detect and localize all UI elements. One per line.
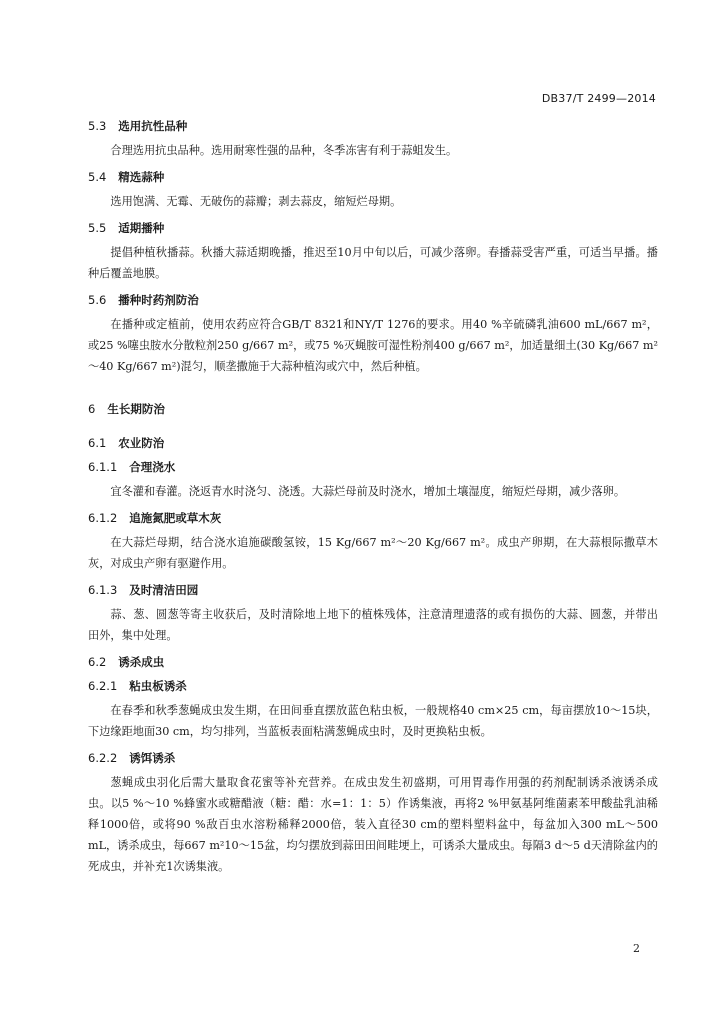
paragraph: 蒜、葱、圆葱等寄主收获后，及时清除地上地下的植株残体，注意清理遗落的或有损伤的大蒜、圆葱，并带出田外，集中处理。: [88, 608, 658, 642]
section-heading-6-2-1: 6.2.1 粘虫板诱杀: [88, 679, 187, 693]
section-heading-5-4: 5.4 精选蒜种: [88, 170, 165, 184]
paragraph: 葱蝇成虫羽化后需大量取食花蜜等补充营养。在成虫发生初盛期，可用胃毒作用强的药剂配制诱杀液诱杀成虫。以5 %～10 %蜂蜜水或糖醋液（糖：醋：水=1：1：5）作诱集液，再将2 %甲氨基阿维菌素苯甲酸盐乳油稀释1000倍，或将90 %敌百虫水溶粉稀释2000倍，装入直径30 cm的塑料塑料盆中，每盆加入300 mL～500 mL，诱杀成虫，每667 m²10～15盆，均匀摆放到蒜田田间畦埂上，可诱杀大量成虫。每隔3 d～5 d天清除盆内的死成虫，并补充1次诱集液。: [88, 776, 658, 873]
paragraph: 在大蒜烂母期，结合浇水追施碳酸氢铵，15 Kg/667 m²～20 Kg/667 m²。成虫产卵期，在大蒜根际撒草木灰，对成虫产卵有驱避作用。: [88, 536, 658, 570]
page-number: 2: [633, 942, 640, 955]
section-heading-6-1: 6.1 农业防治: [88, 436, 165, 450]
paragraph: 在春季和秋季葱蝇成虫发生期，在田间垂直摆放蓝色粘虫板，一般规格40 cm×25 cm，每亩摆放10～15块，下边缘距地面30 cm，均匀排列，当蓝板表面粘满葱蝇成虫时，及时更换粘虫板。: [88, 704, 658, 738]
paragraph: 提倡种植秋播蒜。秋播大蒜适期晚播，推迟至10月中旬以后，可减少落卵。春播蒜受害严重，可适当早播。播种后覆盖地膜。: [88, 246, 658, 280]
standard-code: DB37/T 2499—2014: [541, 92, 656, 105]
section-heading-6: 6 生长期防治: [88, 402, 165, 416]
paragraph: 宜冬灌和春灌。浇返青水时浇匀、浇透。大蒜烂母前及时浇水，增加土壤湿度，缩短烂母期，减少落卵。: [110, 485, 626, 498]
section-heading-5-6: 5.6 播种时药剂防治: [88, 293, 199, 307]
document-body: [88, 118, 658, 877]
section-heading-5-5: 5.5 适期播种: [88, 221, 165, 235]
section-heading-6-1-3: 6.1.3 及时清洁田园: [88, 583, 199, 597]
paragraph: 选用饱满、无霉、无破伤的蒜瓣；剥去蒜皮，缩短烂母期。: [110, 195, 402, 208]
section-heading-6-2: 6.2 诱杀成虫: [88, 655, 165, 669]
section-heading-6-1-1: 6.1.1 合理浇水: [88, 460, 176, 474]
paragraph: 在播种或定植前，使用农药应符合GB/T 8321和NY/T 1276的要求。用40 %辛硫磷乳油600 mL/667 m²，或25 %噻虫胺水分散粒剂250 g/667 m²，或75 %灭蝇胺可湿性粉剂400 g/667 m²，加适量细土(30 Kg/667 m²～40 Kg/667 m²)混匀，顺垄撒施于大蒜种植沟或穴中，然后种植。: [88, 318, 658, 373]
section-heading-6-2-2: 6.2.2 诱饵诱杀: [88, 751, 176, 765]
paragraph: 合理选用抗虫品种。选用耐寒性强的品种，冬季冻害有利于蒜蛆发生。: [110, 144, 458, 157]
section-heading-6-1-2: 6.1.2 追施氮肥或草木灰: [88, 511, 222, 525]
section-heading-5-3: 5.3 选用抗性品种: [88, 119, 188, 133]
